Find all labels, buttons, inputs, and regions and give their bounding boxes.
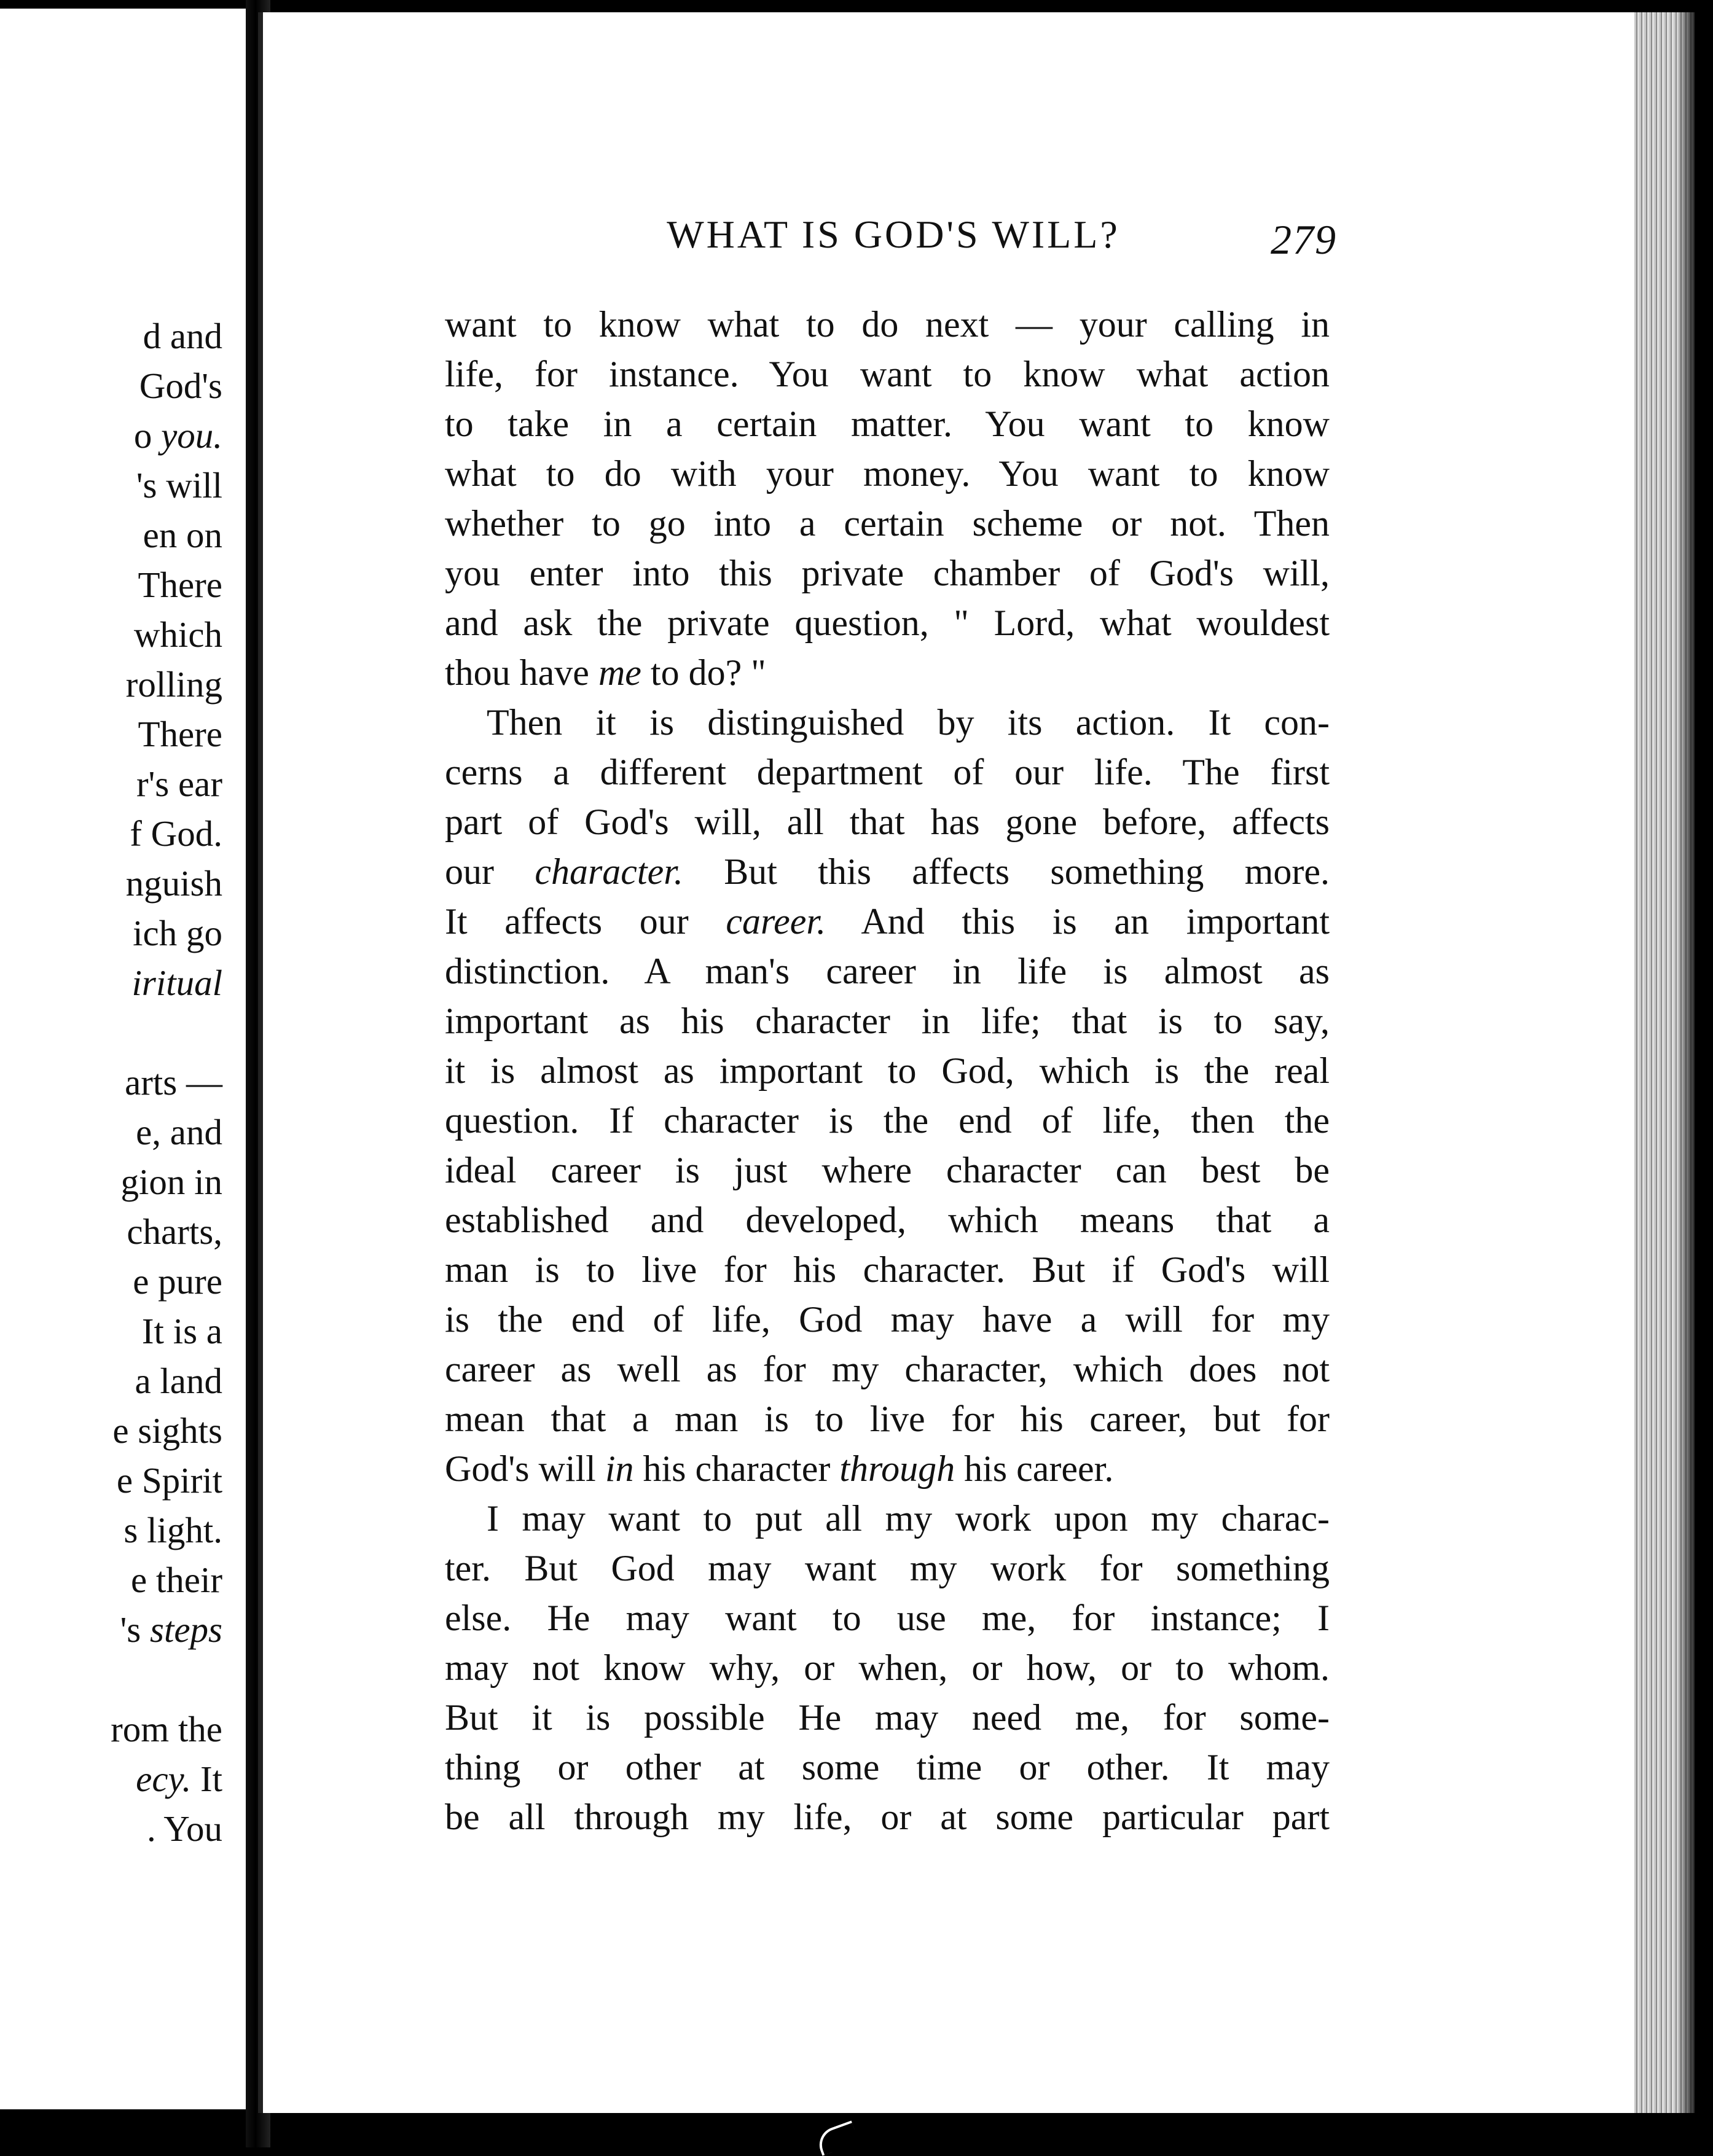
text-line: mean that a man is to live for his career, but for [445, 1399, 1330, 1439]
previous-page-line: e pure [133, 1261, 222, 1302]
text-line: ter. But God may want my work for something [445, 1548, 1330, 1588]
running-head: WHAT IS GOD'S WILL? [667, 213, 1120, 256]
previous-page-line: There [138, 564, 222, 605]
previous-page-line: e Spirit [116, 1460, 222, 1501]
previous-page-line: s light. [123, 1510, 222, 1550]
text-line: you enter into this private chamber of God's will, [445, 553, 1330, 593]
text-line: God's will in his character through his career. [445, 1448, 1114, 1489]
text-line: it is almost as important to God, which is the real [445, 1050, 1330, 1091]
text-line: our character. But this affects something more. [445, 851, 1330, 892]
previous-page-line: f God. [130, 813, 222, 854]
text-line: ideal career is just where character can best be [445, 1150, 1330, 1190]
text-line: Then it is distinguished by its action. It con- [487, 702, 1330, 743]
text-line: cerns a different department of our life. The first [445, 752, 1330, 792]
previous-page-line: God's [139, 365, 222, 406]
page-number: 279 [1271, 216, 1337, 263]
text-line: part of God's will, all that has gone before, affects [445, 802, 1330, 842]
text-line: But it is possible He may need me, for some- [445, 1697, 1330, 1738]
previous-page-line: gion in [120, 1162, 222, 1202]
text-line: question. If character is the end of life, then the [445, 1100, 1330, 1141]
previous-page-line: rolling [125, 664, 222, 705]
text-line: important as his character in life; that is to say, [445, 1001, 1330, 1041]
previous-page-line: e sights [112, 1410, 222, 1451]
text-line: man is to live for his character. But if God's will [445, 1249, 1330, 1290]
previous-page-line: e their [130, 1560, 222, 1600]
text-line: else. He may want to use me, for instance; I [445, 1598, 1330, 1638]
text-line: whether to go into a certain scheme or not. Then [445, 503, 1330, 544]
text-line: career as well as for my character, which does not [445, 1349, 1330, 1389]
text-line: thou have me to do? " [445, 652, 766, 693]
previous-page-line: ich go [133, 913, 222, 953]
text-line: may not know why, or when, or how, or to whom. [445, 1647, 1330, 1688]
previous-page-line: e, and [136, 1112, 222, 1152]
text-line: thing or other at some time or other. It may [445, 1747, 1330, 1787]
text-line: It affects our career. And this is an important [445, 901, 1330, 942]
previous-page-line: . You [146, 1808, 222, 1849]
previous-page-line: 's will [136, 465, 222, 506]
previous-page-line: rom the [111, 1709, 222, 1749]
text-line: be all through my life, or at some particular part [445, 1797, 1330, 1837]
text-line: I may want to put all my work upon my charac- [487, 1498, 1330, 1539]
previous-page-line: iritual [131, 963, 222, 1003]
previous-page-line: nguish [125, 863, 222, 904]
body-text [445, 300, 1330, 1842]
previous-page-line: arts — [125, 1062, 222, 1103]
previous-page-line: d and [143, 316, 222, 356]
text-line: and ask the private question, " Lord, what wouldest [445, 603, 1330, 643]
text-line: established and developed, which means that a [445, 1200, 1330, 1240]
text-line: is the end of life, God may have a will for my [445, 1299, 1330, 1340]
previous-page-line: r's ear [136, 764, 222, 804]
previous-page-line: a land [135, 1361, 222, 1401]
text-line: life, for instance. You want to know what action [445, 354, 1330, 394]
previous-page-line: It is a [141, 1311, 222, 1351]
text-line: want to know what to do next — your calling in [445, 304, 1330, 345]
previous-page-line: en on [143, 515, 222, 555]
previous-page-line: ecy. It [136, 1759, 222, 1799]
text-line: distinction. A man's career in life is almost as [445, 951, 1330, 991]
previous-page-line: charts, [127, 1211, 222, 1252]
text-line: what to do with your money. You want to know [445, 453, 1330, 494]
page-block-shadow [1676, 12, 1695, 2113]
text-line: to take in a certain matter. You want to know [445, 404, 1330, 444]
previous-page-line: which [133, 614, 222, 655]
previous-page-line: There [138, 714, 222, 754]
scan-artifact [814, 2120, 859, 2156]
previous-page [0, 9, 263, 2109]
previous-page-line: o you. [133, 415, 222, 456]
page-block-edge [1634, 12, 1695, 2113]
previous-page-line: 's steps [120, 1609, 222, 1650]
